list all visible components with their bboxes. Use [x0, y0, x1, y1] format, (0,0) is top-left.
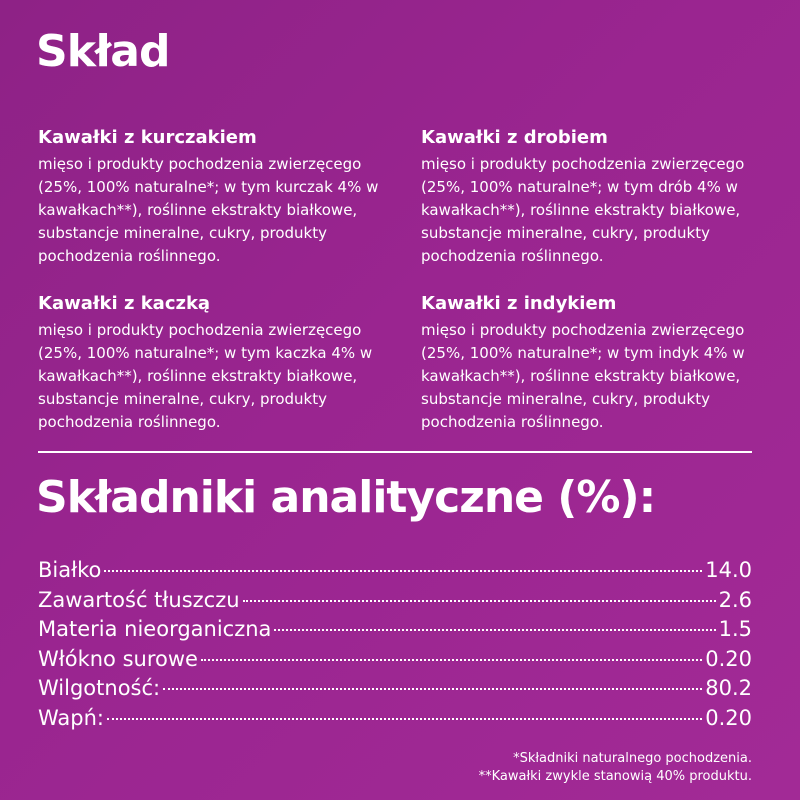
analytical-row-fibre	[38, 645, 752, 675]
analytical-value: 80.2	[705, 676, 752, 700]
composition-duck	[38, 292, 421, 434]
analytical-value: 2.6	[718, 587, 752, 612]
dot-leader	[163, 688, 702, 690]
analytical-row-fat	[38, 586, 752, 616]
composition-heading: Kawałki z kaczką	[38, 293, 211, 314]
analytical-value: 0.20	[705, 646, 752, 671]
analytical-row-calcium	[38, 704, 752, 734]
composition-grid	[38, 126, 778, 434]
composition-text: mięso i produkty pochodzenia zwierzęcego (25%, 100% naturalne*; w tym drób 4% w kawałkach**), roślinne ekstrakty białkowe, substancje mineralne, cukry, produkty pochodzenia roślinnego.	[421, 155, 745, 265]
footnotes	[479, 750, 752, 786]
analytical-value: 0.20	[705, 705, 752, 730]
dot-leader	[201, 659, 702, 661]
analytical-label: Wapń:	[38, 705, 105, 730]
dot-leader	[243, 600, 716, 602]
analytical-list	[38, 556, 752, 733]
composition-heading: Kawałki z kurczakiem	[38, 127, 257, 148]
analytical-label: Włókno surowe	[38, 646, 198, 671]
analytical-label: Materia nieorganiczna	[38, 617, 272, 641]
analytical-row-moisture	[38, 674, 752, 704]
composition-text: mięso i produkty pochodzenia zwierzęcego (25%, 100% naturalne*; w tym kurczak 4% w kawałkach**), roślinne ekstrakty białkowe, substancje mineralne, cukry, produkty pochodzenia roślinnego.	[38, 155, 379, 265]
analytical-row-protein	[38, 556, 752, 586]
composition-text: mięso i produkty pochodzenia zwierzęcego (25%, 100% naturalne*; w tym kaczka 4% w kawałkach**), roślinne ekstrakty białkowe, substancje mineralne, cukry, produkty pochodzenia roślinnego.	[38, 321, 373, 431]
analytical-label: Białko	[38, 558, 102, 582]
analytical-value: 1.5	[718, 617, 752, 641]
composition-text: mięso i produkty pochodzenia zwierzęcego (25%, 100% naturalne*; w tym indyk 4% w kawałkach**), roślinne ekstrakty białkowe, substancje mineralne, cukry, produkty pochodzenia roślinnego.	[421, 321, 745, 431]
analytical-row-ash	[38, 615, 752, 645]
page-title: Skład	[36, 26, 170, 77]
footnote-natural: *Składniki naturalnego pochodzenia.	[513, 751, 752, 766]
dot-leader	[107, 718, 702, 720]
analytical-value: 14.0	[705, 558, 752, 582]
section-divider	[38, 451, 752, 453]
analytical-label: Wilgotność:	[38, 676, 161, 700]
composition-heading: Kawałki z drobiem	[421, 127, 608, 148]
composition-heading: Kawałki z indykiem	[421, 293, 617, 314]
composition-chicken	[38, 126, 421, 268]
composition-turkey	[421, 292, 778, 434]
analytical-title: Składniki analityczne (%):	[36, 472, 656, 523]
footnote-chunks: **Kawałki zwykle stanowią 40% produktu.	[478, 769, 752, 784]
dot-leader	[104, 570, 702, 572]
dot-leader	[274, 629, 715, 631]
composition-poultry	[421, 126, 778, 268]
analytical-label: Zawartość tłuszczu	[38, 587, 240, 612]
